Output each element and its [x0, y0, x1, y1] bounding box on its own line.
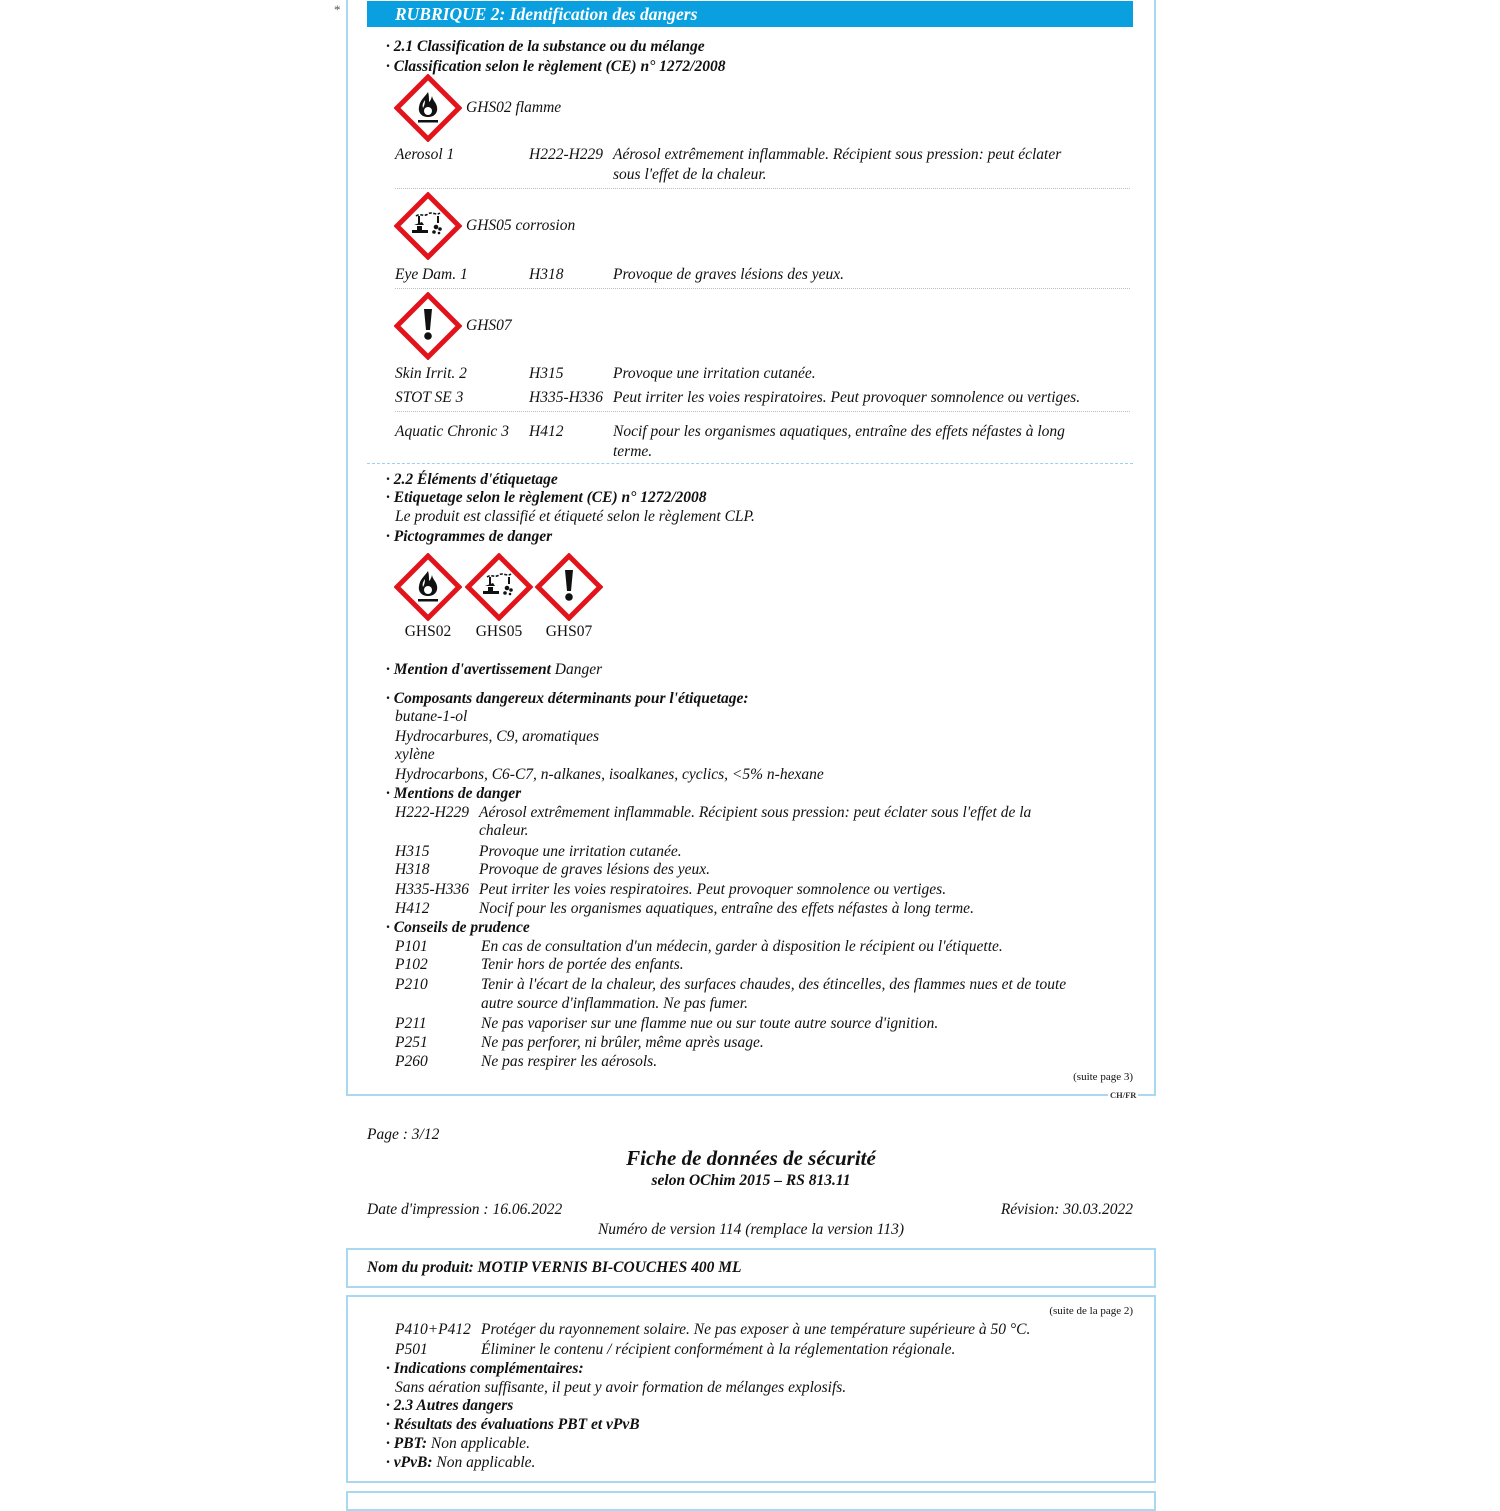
hazard-code: H335-H336	[395, 881, 470, 898]
precaution-code: P501	[395, 1341, 428, 1358]
pbt-value: Non applicable.	[430, 1435, 530, 1452]
pbt-line: · PBT: Non applicable.	[386, 1435, 530, 1452]
ghs02-label: GHS02 flamme	[466, 99, 562, 116]
hazard-text: Aérosol extrêmement inflammable. Récipient sous pression: peut éclater	[613, 146, 1062, 163]
subsection-2-2-title-text: 2.2 Éléments d'étiquetage	[393, 471, 558, 488]
hazard-code: H222-H229	[529, 146, 604, 163]
classification-class: Skin Irrit. 2	[395, 365, 467, 382]
precaution-text: Protéger du rayonnement solaire. Ne pas exposer à une température supérieure à 50 °C.	[481, 1321, 1031, 1338]
hazard-code: H318	[529, 266, 564, 283]
classification-regulation: · Classification selon le règlement (CE) n° 1272/2008	[386, 58, 726, 75]
hazard-statements-title: · Mentions de danger	[386, 785, 522, 802]
revision-date: Révision: 30.03.2022	[1000, 1201, 1133, 1218]
change-marker: *	[334, 2, 341, 17]
pbt-label: PBT:	[393, 1435, 428, 1452]
continued-from-note: (suite de la page 2)	[1049, 1305, 1133, 1317]
hazard-text: Nocif pour les organismes aquatiques, entraîne des effets néfastes à long terme.	[479, 900, 974, 917]
hazard-code: H222-H229	[395, 804, 470, 821]
hazard-code: H335-H336	[529, 389, 604, 406]
precaution-code: P410+P412	[395, 1321, 471, 1338]
vpvb-line: · vPvB: Non applicable.	[386, 1454, 536, 1471]
component-item: Hydrocarbons, C6-C7, n-alkanes, isoalkanes, cyclics, <5% n-hexane	[395, 766, 824, 783]
hazard-code: H318	[395, 861, 430, 878]
precaution-code: P102	[395, 956, 428, 973]
labelling-text: Le produit est classifié et étiqueté selon le règlement CLP.	[395, 508, 755, 525]
additional-info-title: · Indications complémentaires:	[386, 1360, 584, 1377]
component-item: Hydrocarbures, C9, aromatiques	[395, 728, 600, 745]
precaution-text: Ne pas perforer, ni brûler, même après usage.	[481, 1034, 764, 1051]
labelling-regulation: · Etiquetage selon le règlement (CE) n° 1272/2008	[386, 489, 707, 506]
hazard-text-cont: terme.	[613, 443, 653, 460]
component-item: butane-1-ol	[395, 708, 468, 725]
corrosion-pictogram-icon	[394, 192, 462, 260]
dotted-separator	[395, 288, 1130, 289]
hazard-text: Provoque de graves lésions des yeux.	[479, 861, 710, 878]
precaution-text: Ne pas respirer les aérosols.	[481, 1053, 658, 1070]
precautions-title: · Conseils de prudence	[386, 919, 530, 936]
hazard-text: Provoque de graves lésions des yeux.	[613, 266, 844, 283]
precaution-code: P251	[395, 1034, 428, 1051]
exclamation-pictogram-icon	[535, 553, 603, 621]
section-heading-bar: RUBRIQUE 2: Identification des dangers	[367, 1, 1133, 27]
dotted-separator	[395, 188, 1130, 189]
exclamation-pictogram-icon	[394, 292, 462, 360]
additional-info-text: Sans aération suffisante, il peut y avoir formation de mélanges explosifs.	[395, 1379, 847, 1396]
subsection-2-3-title-text: 2.3 Autres dangers	[393, 1397, 514, 1414]
subsection-2-1-title: · 2.1 Classification de la substance ou du mélange	[386, 38, 705, 55]
next-section-frame	[346, 1491, 1156, 1511]
document-title: Fiche de données de sécurité	[626, 1146, 876, 1170]
classification-class: Aerosol 1	[395, 146, 455, 163]
labelling-regulation-text: Etiquetage selon le règlement (CE) n° 1272/2008	[393, 489, 707, 506]
pictogram-caption: GHS02	[404, 623, 452, 640]
precaution-text: Ne pas vaporiser sur une flamme nue ou sur toute autre source d'ignition.	[481, 1015, 939, 1032]
hazard-text: Nocif pour les organismes aquatiques, entraîne des effets néfastes à long	[613, 423, 1065, 440]
continued-note: (suite page 3)	[1073, 1071, 1133, 1083]
ghs05-label: GHS05 corrosion	[466, 217, 576, 234]
pictograms-title-text: Pictogrammes de danger	[393, 528, 553, 545]
hazard-text: Provoque une irritation cutanée.	[479, 843, 682, 860]
signal-word-value: Danger	[554, 661, 603, 678]
pbt-results-title-text: Résultats des évaluations PBT et vPvB	[393, 1416, 640, 1433]
component-item: xylène	[395, 746, 435, 763]
country-code: CH/FR	[1110, 1090, 1137, 1100]
precaution-text: Tenir à l'écart de la chaleur, des surfaces chaudes, des étincelles, des flammes nues et de toute	[481, 976, 1067, 993]
hazard-code: H412	[395, 900, 430, 917]
precaution-code: P101	[395, 938, 428, 955]
flame-pictogram-icon	[394, 74, 462, 142]
precaution-code: P211	[395, 1015, 427, 1032]
hazard-text-cont: chaleur.	[479, 822, 529, 839]
ghs07-label: GHS07	[466, 317, 512, 334]
vpvb-value: Non applicable.	[436, 1454, 536, 1471]
signal-word: · Mention d'avertissement Danger	[386, 661, 603, 678]
components-title: · Composants dangereux déterminants pour l'étiquetage:	[386, 690, 749, 707]
precaution-text-cont: autre source d'inflammation. Ne pas fumer.	[481, 995, 748, 1012]
hazard-text: Peut irriter les voies respiratoires. Peut provoquer somnolence ou vertiges.	[613, 389, 1081, 406]
subsection-2-2-title: · 2.2 Éléments d'étiquetage	[386, 471, 558, 488]
classification-class: STOT SE 3	[395, 389, 464, 406]
classification-regulation-text: Classification selon le règlement (CE) n° 1272/2008	[393, 58, 726, 75]
vpvb-label: vPvB:	[393, 1454, 433, 1471]
precaution-text: Éliminer le contenu / récipient conformément à la réglementation régionale.	[481, 1341, 956, 1358]
hazard-text: Aérosol extrêmement inflammable. Récipient sous pression: peut éclater sous l'effet de la	[479, 804, 1032, 821]
precaution-code: P210	[395, 976, 428, 993]
pbt-results-title: · Résultats des évaluations PBT et vPvB	[386, 1416, 640, 1433]
version-number: Numéro de version 114 (remplace la version 113)	[597, 1221, 905, 1238]
document-subtitle: selon OChim 2015 – RS 813.11	[651, 1172, 851, 1189]
hazard-text-cont: sous l'effet de la chaleur.	[613, 166, 767, 183]
pictogram-caption: GHS05	[475, 623, 523, 640]
print-date: Date d'impression : 16.06.2022	[367, 1201, 563, 1218]
dashed-separator	[367, 463, 1133, 464]
precautions-title-text: Conseils de prudence	[393, 919, 530, 936]
additional-info-title-text: Indications complémentaires:	[393, 1360, 584, 1377]
components-title-text: Composants dangereux déterminants pour l'étiquetage:	[393, 690, 749, 707]
hazard-code: H315	[395, 843, 430, 860]
pictograms-title: · Pictogrammes de danger	[386, 528, 553, 545]
hazard-text: Provoque une irritation cutanée.	[613, 365, 816, 382]
subsection-2-3-title: · 2.3 Autres dangers	[386, 1397, 514, 1414]
precaution-text: En cas de consultation d'un médecin, garder à disposition le récipient ou l'étiquette.	[481, 938, 1003, 955]
product-name: Nom du produit: MOTIP VERNIS BI-COUCHES 400 ML	[367, 1259, 742, 1276]
dotted-separator	[395, 411, 1130, 412]
precaution-text: Tenir hors de portée des enfants.	[481, 956, 684, 973]
classification-class: Aquatic Chronic 3	[395, 423, 509, 440]
signal-word-label: Mention d'avertissement	[393, 661, 551, 678]
hazard-statements-title-text: Mentions de danger	[393, 785, 522, 802]
hazard-text: Peut irriter les voies respiratoires. Peut provoquer somnolence ou vertiges.	[479, 881, 947, 898]
flame-pictogram-icon	[394, 553, 462, 621]
pictogram-caption: GHS07	[545, 623, 593, 640]
page-number: Page : 3/12	[367, 1126, 440, 1143]
precaution-code: P260	[395, 1053, 428, 1070]
hazard-code: H315	[529, 365, 564, 382]
hazard-code: H412	[529, 423, 564, 440]
classification-class: Eye Dam. 1	[395, 266, 468, 283]
subsection-2-1-title-text: 2.1 Classification de la substance ou du mélange	[393, 38, 705, 55]
corrosion-pictogram-icon	[465, 553, 533, 621]
